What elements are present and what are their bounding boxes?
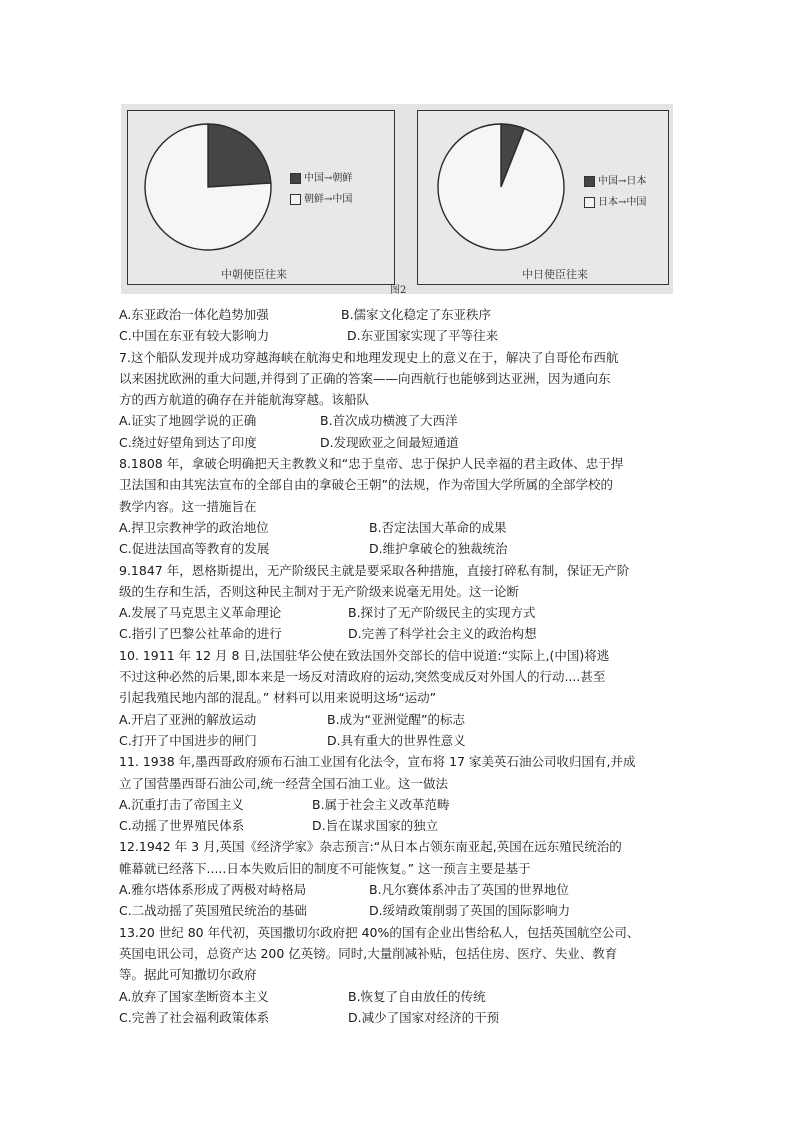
option-a: A.雅尔塔体系形成了两极对峙格局 [119,882,307,898]
option-b: B.探讨了无产阶级民主的实现方式 [348,605,536,621]
options-row [119,623,679,644]
option-c: C.二战动摇了英国殖民统治的基础 [119,903,307,919]
options-row [119,602,679,623]
options-row [119,325,679,346]
legend-item [584,171,646,192]
option-d: D.发现欧亚之间最短通道 [320,434,459,450]
pie-slice-outgoing [208,124,271,187]
question-7 [119,347,679,453]
option-d: D.旨在谋求国家的独立 [312,818,439,834]
legend-swatch-dark [584,176,595,187]
question-stem: 13.20 世纪 80 年代初，英国撒切尔政府把 40%的国有企业出售给私人，包括英国航空公司、 [119,924,640,940]
options-row [119,794,679,815]
option-a: A.捍卫宗教神学的政治地位 [119,519,269,535]
option-b: B.首次成功横渡了大西洋 [320,413,458,429]
question-stem: 卫法国和由其宪法宣布的全部自由的拿破仑王朝”的法规，作为帝国大学所属的全部学校的 [119,477,613,493]
question-12 [119,836,679,921]
option-a: A.发展了马克思主义革命理论 [119,605,282,621]
legend-item [290,189,352,210]
option-b: B.恢复了自由放任的传统 [348,988,486,1004]
legend-item [290,168,352,189]
option-a: A.开启了亚洲的解放运动 [119,711,257,727]
option-d: D.东亚国家实现了平等往来 [347,328,499,344]
question-stem: 立了国营墨西哥石油公司,统一经营全国石油工业。这一做法 [119,775,448,791]
option-d: D.完善了科学社会主义的政治构想 [348,626,537,642]
options-row [119,517,679,538]
option-c: C.绕过好望角到达了印度 [119,434,257,450]
question-list [119,304,679,1028]
options-row [119,432,679,453]
options-row [119,815,679,836]
option-c: C.动摇了世界殖民体系 [119,818,245,834]
option-b: B.否定法国大革命的成果 [369,519,507,535]
question-9 [119,560,679,645]
figure-2 [121,104,673,294]
legend-swatch-light [290,194,301,205]
options-row [119,730,679,751]
question-stem: 英国电讯公司，总资产达 200 亿英镑。同时,大量削减补贴，包括住房、医疗、失业、教育 [119,945,618,961]
options-row [119,410,679,431]
question-stem: 11. 1938 年,墨西哥政府颁布石油工业国有化法令，宣布将 17 家美英石油公司收归国有,并成 [119,754,636,770]
question-13 [119,922,679,1028]
option-d: D.维护拿破仑的独裁统治 [369,541,508,557]
options-row [119,1007,679,1028]
option-b: B.儒家文化稳定了东亚秩序 [341,307,492,322]
option-b: B.凡尔赛体系冲击了英国的世界地位 [369,882,570,898]
legend-label: 中国→朝鲜 [304,173,353,184]
options-row [119,879,679,900]
legend-swatch-light [584,197,595,208]
option-d: D.具有重大的世界性意义 [327,732,466,748]
options-row [119,304,679,325]
legend-label: 朝鲜→中国 [304,194,353,205]
question-stem: 12.1942 年 3 月,英国《经济学家》杂志预言:“从日本占领东南亚起,英国在远东殖民统治的 [119,839,622,855]
question-stem: 方的西方航道的确存在并能航海穿越。该船队 [119,392,370,408]
options-row [119,709,679,730]
option-d: D.减少了国家对经济的干预 [348,1009,500,1025]
question-stem: 9.1847 年，恩格斯提出，无产阶级民主就是要采取各种措施，直接打碎私有制，保证无产阶 [119,562,630,578]
question-6 [119,304,679,347]
question-stem: 以来困扰欧洲的重大问题,并得到了正确的答案——向西航行也能够到达亚洲，因为通向东 [119,370,611,386]
question-8 [119,453,679,559]
option-b: B.成为“亚洲觉醒”的标志 [327,711,466,727]
legend-china-japan [584,171,646,213]
question-11 [119,751,679,836]
option-a: A.沉重打击了帝国主义 [119,796,244,812]
option-c: C.打开了中国进步的闸门 [119,732,257,748]
legend-china-korea [290,168,352,210]
option-a: A.放弃了国家垄断资本主义 [119,988,269,1004]
option-a: A.证实了地圆学说的正确 [119,413,257,429]
legend-label: 日本→中国 [598,197,647,208]
legend-label: 中国→日本 [598,176,647,187]
figure-label: 图2 [390,285,407,296]
question-stem: 等。据此可知撒切尔政府 [119,967,257,983]
options-row [119,986,679,1007]
option-c: C.促进法国高等教育的发展 [119,541,270,557]
option-d: D.绥靖政策削弱了英国的国际影响力 [369,903,571,919]
question-stem: 不过这种必然的后果,即本来是一场反对清政府的运动,突然变成反对外国人的行动....甚至 [119,669,606,685]
legend-swatch-dark [290,173,301,184]
question-stem: 引起我殖民地内部的混乱。” 材料可以用来说明这场“运动” [119,690,437,706]
option-c: C.完善了社会福利政策体系 [119,1009,270,1025]
options-row [119,538,679,559]
legend-item [584,192,646,213]
question-stem: 教学内容。这一措施旨在 [119,498,257,514]
question-stem: 10. 1911 年 12 月 8 日,法国驻华公使在致法国外交部长的信中说道:“实际上,(中国)将逃 [119,647,610,663]
question-stem: 级的生存和生活，否则这种民主制对于无产阶级来说毫无用处。这一论断 [119,583,520,599]
question-stem: 帷幕就已经落下.....日本失败后旧的制度不可能恢复。” 这一预言主要是基于 [119,860,531,876]
question-10 [119,645,679,751]
option-b: B.属于社会主义改革范畴 [312,796,450,812]
option-c: C.中国在东亚有较大影响力 [119,328,270,344]
options-row [119,900,679,921]
question-stem: 7.这个船队发现并成功穿越海峡在航海史和地理发现史上的意义在于，解决了自哥伦布西航 [119,349,619,365]
option-c: C.指引了巴黎公社革命的进行 [119,626,282,642]
pie-slice-incoming [438,124,564,250]
chart-caption: 中朝使臣往来 [221,268,287,281]
option-a: A.东亚政治一体化趋势加强 [119,307,269,322]
chart-panel-china-korea [127,110,395,285]
chart-panel-china-japan [417,110,669,285]
chart-caption: 中日使臣往来 [522,268,588,281]
pie-chart-china-korea [128,111,394,284]
question-stem: 8.1808 年，拿破仑明确把天主教教义和“忠于皇帝、忠于保护人民幸福的君主政体、忠于捍 [119,456,624,472]
